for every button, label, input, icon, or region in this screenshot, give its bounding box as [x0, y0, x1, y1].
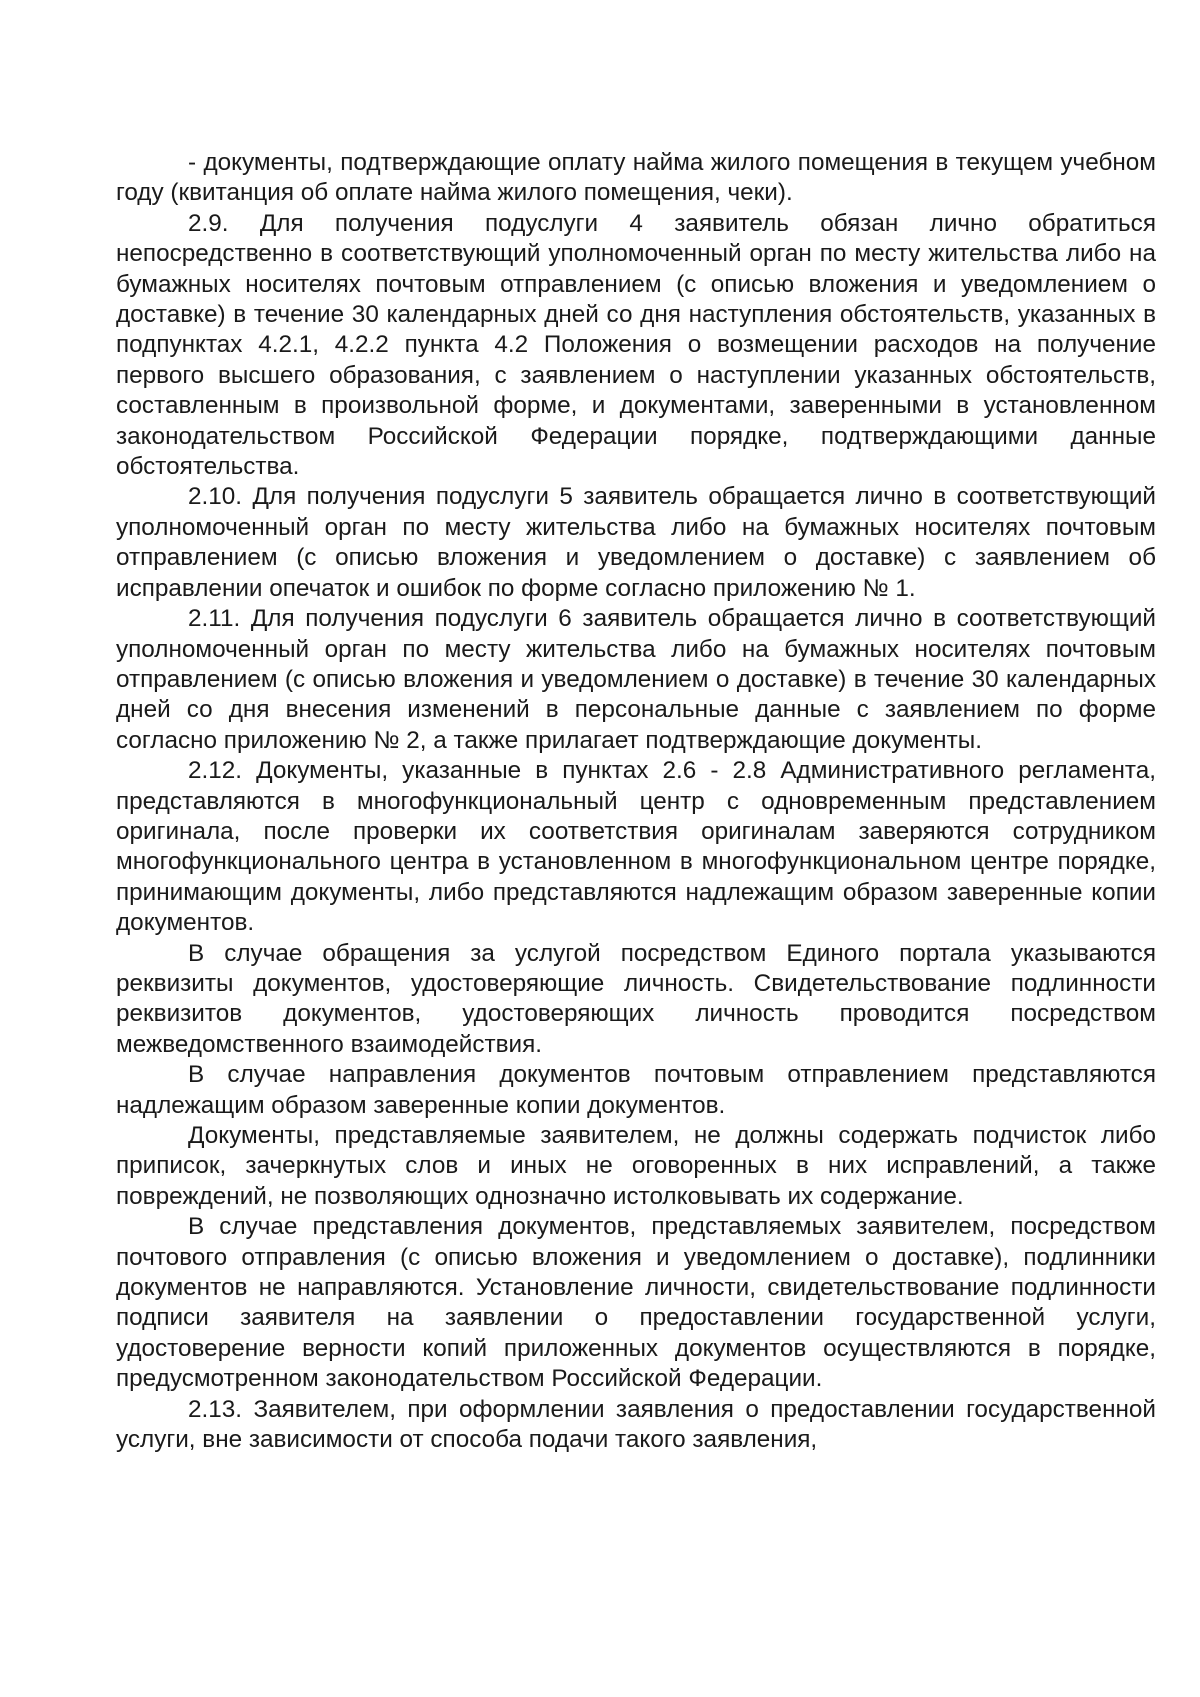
paragraph-documents-payment: - документы, подтверждающие оплату найма жилого помещения в текущем учебном году (квитанция об оплате найма жилого помещения, чеки). [116, 149, 1156, 207]
paragraph-postal-copies: В случае направления документов почтовым отправлением представляются надлежащим образом заверенные копии документов. [116, 1061, 1156, 1119]
paragraph-2-10: 2.10. Для получения подуслуги 5 заявитель обращается лично в соответствующий уполномоченный орган по месту жительства либо на бумажных носителях почтовым отправлением (с описью вложения и уведомлением о доставке) с заявлением об исправлении опечаток и ошибок по форме согласно приложению № 1. [116, 483, 1156, 602]
paragraph-postal-originals: В случае представления документов, представляемых заявителем, посредством почтового отправления (с описью вложения и уведомлением о доставке), подлинники документов не направляются. Установление личности, свидетельствование подлинности подписи заявителя на заявлении о предоставлении государственной услуги, удостоверение верности копий приложенных документов осуществляются в порядке, предусмотренном законодательством Российской Федерации. [116, 1213, 1156, 1393]
paragraph-document-requirements: Документы, представляемые заявителем, не должны содержать подчисток либо приписок, зачеркнутых слов и иных не оговоренных в них исправлений, а также повреждений, не позволяющих однозначно истолковывать их содержание. [116, 1122, 1156, 1210]
paragraph-single-portal: В случае обращения за услугой посредством Единого портала указываются реквизиты документов, удостоверяющие личность. Свидетельствование подлинности реквизитов документов, удостоверяющих личность проводится посредством межведомственного взаимодействия. [116, 939, 1156, 1058]
paragraph-2-11: 2.11. Для получения подуслуги 6 заявитель обращается лично в соответствующий уполномоченный орган по месту жительства либо на бумажных носителях почтовым отправлением (с описью вложения и уведомлением о доставке) в течение 30 календарных дней со дня внесения изменений в персональные данные с заявлением по форме согласно приложению № 2, а также прилагает подтверждающие документы. [116, 605, 1156, 754]
paragraph-2-12: 2.12. Документы, указанные в пунктах 2.6 - 2.8 Административного регламента, представляются в многофункциональный центр с одновременным представлением оригинала, после проверки их соответствия оригиналам заверяются сотрудником многофункционального центра в установленном в многофункциональном центре порядке, принимающим документы, либо представляются надлежащим образом заверенные копии документов. [116, 757, 1156, 937]
paragraph-2-13: 2.13. Заявителем, при оформлении заявления о предоставлении государственной услуги, вне зависимости от способа подачи такого заявления, [116, 1395, 1156, 1454]
document-page [116, 148, 1156, 1455]
paragraph-2-9: 2.9. Для получения подуслуги 4 заявитель обязан лично обратиться непосредственно в соответствующий уполномоченный орган по месту жительства либо на бумажных носителях почтовым отправлением (с описью вложения и уведомлением о доставке) в течение 30 календарных дней со дня наступления обстоятельств, указанных в подпунктах 4.2.1, 4.2.2 пункта 4.2 Положения о возмещении расходов на получение первого высшего образования, с заявлением о наступлении указанных обстоятельств, составленным в произвольной форме, и документами, заверенными в установленном законодательством Российской Федерации порядке, подтверждающими данные обстоятельства. [116, 209, 1156, 481]
